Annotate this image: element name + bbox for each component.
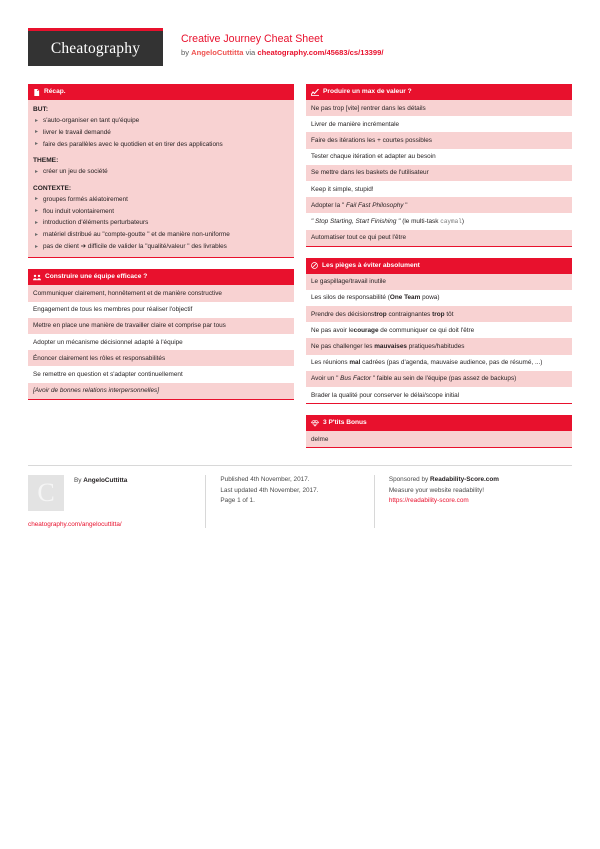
table-row: Mettre en place une manière de travailler claire et comprise par tous [28,318,294,334]
table-row-strong: mal [349,359,361,367]
table-row: Prendre des décisionstrop contraignantes trop tôt [306,306,572,322]
footer-sponsor-prefix: Sponsored by [388,476,431,484]
table-row-emphasis: Bus Factor [340,375,372,383]
footer-sponsor-tagline: Measure your website readability! [388,486,485,494]
table-row-strong: courage [353,326,379,334]
table-row: Les silos de responsabilité (One Team powa) [306,290,572,306]
page-title: Creative Journey Cheat Sheet [181,33,323,45]
table-row: Se remettre en question et s'adapter continuellement [28,366,294,382]
block-pieges-title: Les pièges à éviter absolument [322,261,420,269]
table-row-emphasis: Fail Fast Philosophy [345,201,404,209]
table-row: delme [306,431,572,447]
table-row: Ne pas avoir lecourage de communiquer ce qui doit l'être [306,322,572,338]
page-header [28,28,572,72]
table-row-strong: trop [432,310,445,318]
block-bonus-title: 3 P'tits Bonus [323,419,367,427]
table-row: Livrer de manière incrémentale [306,116,572,132]
avatar: C [28,475,64,511]
title-area [181,28,383,58]
block-bonus-header [306,415,572,431]
block-recap-body [28,100,294,257]
block-valeur-header [306,84,572,100]
recap-heading-theme: THEME: [33,157,59,165]
list-item: ▸ livrer le travail demandé [33,129,289,138]
table-row: Avoir un " Bus Factor " faible au sein de l'équipe (pas assez de backups) [306,371,572,387]
footer-author-top [28,475,195,511]
block-valeur [306,84,572,247]
block-equipe-title: Construire une équipe efficace ? [45,273,148,281]
line-chart-icon [311,89,319,96]
footer-publish-col [205,475,373,528]
diamond-icon [311,420,319,427]
footer-sponsor-line [389,475,572,486]
page-footer [28,465,572,528]
table-row-code: caymal [440,217,462,225]
block-bonus [306,415,572,448]
footer-author-line [74,475,127,484]
source-link[interactable]: cheatography.com/45683/cs/13399/ [257,48,384,57]
table-row-strong: trop [374,310,387,318]
table-row: Tester chaque itération et adapter au besoin [306,149,572,165]
recap-list-theme [33,168,289,177]
block-recap-title: Récap. [44,88,66,95]
table-row: Se mettre dans les baskets de l'utilisateur [306,165,572,181]
right-column [306,84,572,459]
block-pieges-body [306,274,572,404]
block-recap-header [28,84,294,100]
file-document-icon [33,89,40,96]
recap-list-but [33,117,289,149]
table-row: Énoncer clairement les rôles et responsabilités [28,350,294,366]
table-row: " Stop Starting, Start Finishing " (le multi-task caymal) [306,213,572,229]
list-item: ▸ faire des parallèles avec le quotidien et en tirer des applications [33,141,289,150]
table-row-strong: mauvaises [374,343,407,351]
table-row-strong: One Team [389,294,421,302]
list-item: ▸ flou induit volontairement [33,208,289,217]
recap-list-contexte [33,196,289,252]
table-row: Communiquer clairement, honnêtement et de manière constructive [28,285,294,301]
table-row: Les réunions mal cadrées (pas d'agenda, mauvaise audience, pas de résumé, ...) [306,355,572,371]
recap-heading-contexte: CONTEXTE: [33,184,72,192]
via-label: via [243,48,258,57]
footer-sponsor-name[interactable]: Readability-Score.com [430,476,499,484]
block-bonus-body [306,431,572,447]
table-row: Keep it simple, stupid! [306,181,572,197]
list-item: ▸ s'auto-organiser en tant qu'équipe [33,117,289,126]
block-equipe-header [28,269,294,285]
ban-circle-icon [311,262,318,269]
byline [181,47,383,58]
footer-updated: Last updated 4th November, 2017. [220,486,319,494]
list-item: ▸ matériel distribué au "compte-goutte " et de manière non-uniforme [33,231,289,240]
list-item: ▸ groupes formés aléatoirement [33,196,289,205]
recap-heading-but: BUT: [33,106,49,113]
table-row: Faire des itérations les + courtes possibles [306,132,572,148]
list-item: ▸ introduction d'éléments perturbateurs [33,219,289,228]
table-row [28,383,294,399]
left-column [28,84,294,459]
author-name[interactable]: AngeloCuttitta [191,48,244,57]
block-valeur-body [306,100,572,246]
logo-box [28,31,163,66]
users-group-icon [33,274,41,281]
footer-author-name: AngeloCuttitta [83,477,128,485]
footer-published: Published 4th November, 2017. [220,476,310,484]
table-row: Le gaspillage/travail inutile [306,274,572,290]
cheatography-logo[interactable] [28,28,163,66]
table-row-emphasis: " Stop Starting, Start Finishing " [311,217,401,225]
logo-text: Cheatography [50,39,141,57]
block-valeur-title: Produire un max de valeur ? [323,88,412,95]
table-row: Ne pas challenger les mauvaises pratiques/habitudes [306,338,572,354]
footer-sponsor-link-wrap [389,496,572,507]
table-row: Automatiser tout ce qui peut l'être [306,230,572,246]
footer-sponsor-col [374,475,572,528]
columns [28,84,572,459]
block-recap [28,84,294,258]
footer-by-label: By [74,477,84,485]
list-item: ▸ pas de client ➔ difficile de valider la "qualité/valeur " des livrables [33,243,289,252]
block-pieges-header [306,258,572,274]
footer-pages: Page 1 of 1. [220,497,255,505]
footer-sponsor-link[interactable]: https://readability-score.com [388,497,469,505]
footer-author-link[interactable]: cheatography.com/angelocuttitta/ [28,521,122,529]
recap-content [28,100,294,257]
table-row: Adopter un mécanisme décisionnel adapté à l'équipe [28,334,294,350]
table-row: Ne pas trop [vite] rentrer dans les détails [306,100,572,116]
table-row: Adopter la " Fail Fast Philosophy " [306,197,572,213]
block-equipe-body [28,285,294,398]
table-row: Brader la qualité pour conserver le délai/scope initial [306,387,572,403]
list-item: ▸ créer un jeu de société [33,168,289,177]
by-prefix: by [181,48,192,57]
table-row: Engagement de tous les membres pour réaliser l'objectif [28,302,294,318]
block-pieges [306,258,572,405]
table-row-emphasis: [Avoir de bonnes relations interpersonnelles] [33,387,159,395]
block-equipe [28,269,294,399]
footer-author-col [28,475,205,528]
